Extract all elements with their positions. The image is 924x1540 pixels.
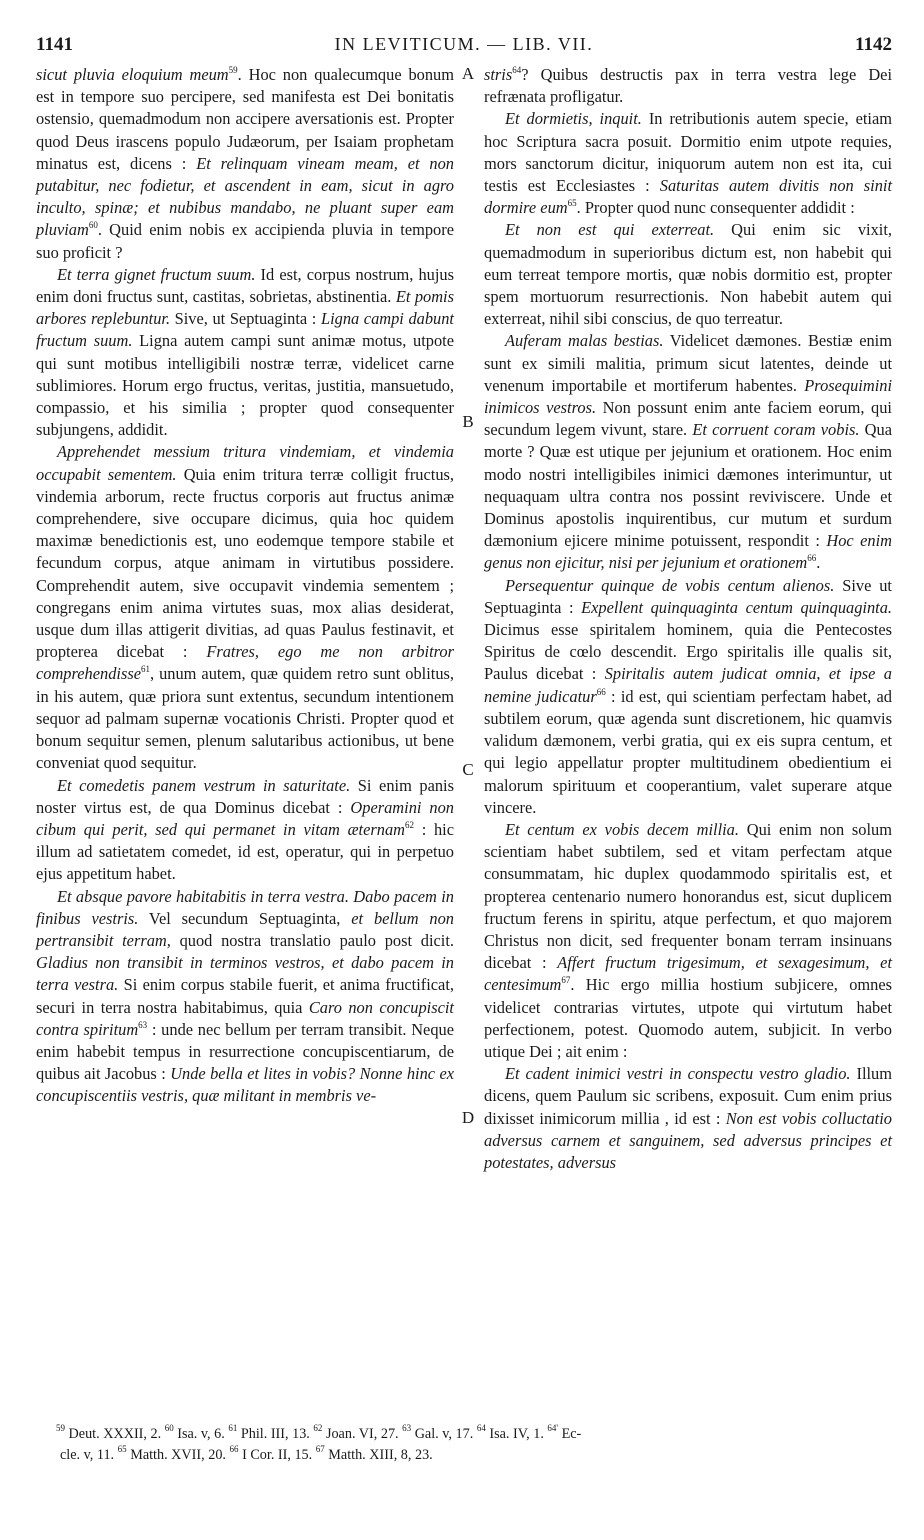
footnote-reference: Phil. III, 13. — [237, 1426, 314, 1442]
body-text: Quia enim tritura terræ colligit fructus, vindemia arborum, recte fructus corporis aut fructus animæ comprehendere, sive occupare dicimus, quia hoc quidem maximæ benedictionis est, uno eodemque tempore stabile et fecundum corpus, atque animam in virtutibus possidere. Comprehendit autem, sive occupavit vindemia sementem ; congregans enim anima virtutes suas, mox alias desiderat, usque dum illas attigerit divitias, ad quas Paulus festinavit, et propterea dicebat : — [36, 464, 454, 662]
footnote-ref: 65 — [567, 198, 577, 209]
body-text: Id est, corpus nostrum, hujus enim doni fructus sunt, castitas, sobrietas, abstinentia. — [36, 264, 454, 307]
body-text: . Propter quod nunc consequenter addidit : — [576, 198, 855, 218]
left-column — [36, 64, 454, 1108]
margin-marker-a: A — [461, 64, 475, 83]
footnote-reference: Joan. VI, 27. — [322, 1426, 403, 1442]
italic-text: Unde bella et lites in vobis? Nonne hinc ex concupiscentiis vestris, quæ militant in membris ve- — [36, 1064, 454, 1106]
paragraph — [484, 575, 892, 819]
paragraph — [484, 1063, 892, 1174]
paragraph — [36, 264, 454, 442]
italic-text: stris — [484, 65, 513, 84]
italic-text: Hoc enim genus non ejicitur, nisi per jejunium et orationem — [484, 531, 892, 573]
footnote-line-1 — [56, 1424, 896, 1445]
body-text: , unum autem, quæ quidem retro sunt oblitus, in his autem, quæ priora sunt extentus, secundum intentionem sequor ad palmam supernæ vocationis Christi. Propter quod et bonum sequitur semen, plenum salutaribus actionibus, ut bene conveniat quod sequitur. — [36, 664, 454, 773]
italic-text: Auferam malas bestias. — [505, 331, 664, 351]
body-text: Videlicet dæmones. Bestiæ enim sunt ex simili malitia, primum sicut latentes, deinde ut venenum importabile et mortiferum habentes. — [484, 331, 892, 395]
italic-text: Operamini non cibum qui perit, sed qui permanet in vitam æternam — [36, 797, 454, 839]
body-text: Si enim panis noster virtus est, de qua Dominus dicebat : — [36, 775, 454, 817]
body-text: . — [816, 553, 821, 573]
footnote-ref: 67 — [561, 975, 571, 986]
paragraph — [36, 441, 454, 774]
footnote-reference: I Cor. II, 15. — [238, 1447, 316, 1463]
paragraph — [36, 775, 454, 886]
page-header — [36, 34, 892, 64]
footnote-number: 62 — [313, 1423, 323, 1433]
italic-text: Et absque pavore habitabitis in terra vestra. Dabo pacem in finibus vestris. — [36, 886, 454, 928]
footnote-reference: Ec- — [558, 1426, 582, 1442]
footnote-ref: 63 — [138, 1019, 148, 1030]
body-text: Qui enim non solum scientiam habet subtilem, sed et vitam perfectam atque consummatam, hic duplex quodammodo spiritalis est, et propterea centenario numero honorandus est, sicut duplicem fructum ferens in spiritu, atque perfectum, et quo majorem Christus non dicit, sed frequenter bonam terram insinuans dicebat : — [484, 819, 892, 973]
footnote-number: 63 — [402, 1423, 412, 1433]
body-text: . Hic ergo millia hostium subjicere, omnes videlicet contrarias virtutes, utpote qui virtutum habet perfectionem, potest. Quomodo autem, subjicit. In verbo utique Dei ; ait enim : — [484, 975, 892, 1061]
body-text: : id est, qui scientiam perfectam habet, ad subtilem eorum, quæ agenda sunt discretionem, hic quamvis validum dæmonem, verbi gratia, qui ex eis supra centum, et qui legio appellatur propter multitudinem obedientium ei malorum spirituum et cooperantium, valet superare atque vincere. — [484, 686, 892, 817]
margin-marker-c: C — [462, 760, 474, 779]
body-text: quod nostra translatio paulo post dicit. — [170, 930, 454, 950]
body-text: Vel secundum Septuaginta, — [138, 908, 352, 928]
footnote-reference: cle. v, 11. — [60, 1447, 118, 1463]
footnote-ref: 60 — [88, 220, 98, 231]
italic-text: sicut pluvia eloquium meum — [36, 65, 229, 84]
body-text: Si enim corpus stabile fuerit, et anima fructificat, securi in terra nostra habitabimus, quia — [36, 975, 454, 1017]
body-text: Qui enim sic vixit, quemadmodum in superioribus dictum est, non habebit qui eum terreat tempore mortis, quæ nobis dormitio est, propter spem mortuorum resurrectionis. Non habebit autem qui exterreat, nihil sibi conscius, de quo terreatur. — [484, 220, 893, 329]
footnote-number: 59 — [56, 1423, 65, 1433]
footnote-reference: Gal. v, 17. — [411, 1426, 477, 1442]
page-number-left: 1141 — [36, 34, 73, 55]
body-text: Sive, ut Septuaginta : — [170, 309, 321, 329]
footnote-number: 65 — [117, 1444, 127, 1454]
italic-text: Et dormietis, inquit. — [505, 109, 642, 129]
body-text: Ligna autem campi sunt animæ motus, utpote qui sunt motibus intelligibili nostræ terræ, videlicet carne sublimiores. Horum ergo fructus, veritas, justitia, mansuetudo, compassio, et his similia ; propter quod consequenter subjungens, addidit. — [36, 331, 454, 440]
italic-text: Gladius non transibit in terminos vestros, et dabo pacem in terra vestra. — [36, 953, 454, 995]
footnote-ref: 64 — [512, 65, 522, 75]
paragraph — [484, 330, 892, 574]
italic-text: Prosequimini inimicos vestros. — [484, 375, 892, 418]
italic-text: Apprehendet messium tritura vindemiam, et vindemia occupabit sementem. — [36, 442, 454, 484]
footnote-reference: Isa. IV, 1. — [485, 1426, 548, 1442]
italic-text: Spiritalis autem judicat omnia, et ipse a nemine judicatur — [484, 664, 893, 706]
italic-text: Et cadent inimici vestri in conspectu vestro gladio. — [505, 1064, 851, 1084]
footnote-ref: 62 — [404, 819, 414, 830]
paragraph — [484, 219, 892, 330]
paragraph — [36, 886, 454, 1108]
footnote-number: 60 — [164, 1423, 174, 1433]
italic-text: Et terra gignet fructum suum. — [57, 264, 256, 284]
footnote-reference: Deut. XXXII, 2. — [65, 1426, 165, 1442]
margin-marker-b: B — [462, 412, 474, 431]
italic-text: Et pomis arbores replebuntur. — [36, 287, 454, 329]
italic-text: Et relinquam vineam meam, et non putabitur, nec fodietur, et ascendent in eam, sicut in agro inculto, spinæ; et nubibus mandabo, ne pluant super eam pluviam — [36, 153, 455, 240]
italic-text: Et non est qui exterreat. — [505, 220, 715, 240]
italic-text: Et corruent coram vobis. — [692, 420, 860, 440]
italic-text: Caro non concupiscit contra spiritum — [36, 997, 454, 1039]
body-text: . Hoc non qualecumque bonum est in tempore suo percipere, sed manifesta est Dei bonitatis ostensio, quemadmodum non accipere aversationis est. Propter quod Deus irascens populo Judæorum, per Isaiam prophetam minatus est, dicens : — [36, 65, 454, 173]
italic-text: Et centum ex vobis decem millia. — [505, 819, 739, 839]
footnote-number: 64' — [547, 1423, 559, 1433]
italic-text: Saturitas autem divitis non sinit dormire eum — [484, 176, 892, 218]
italic-text: Non est vobis colluctatio adversus carnem et sanguinem, sed adversus principes et potestates, adversus — [484, 1108, 892, 1172]
page-number-right: 1142 — [855, 34, 892, 55]
body-text: : unde nec bellum per terram transibit. Neque enim habebit tempus in resurrectione concupiscentiarum, de quibus ait Jacobus : — [36, 1019, 454, 1084]
body-text: Non possunt enim ante faciem eorum, qui secundum legem vivunt, stare. — [484, 398, 892, 440]
italic-text: et bellum non pertransibit terram, — [36, 908, 454, 950]
running-title: IN LEVITICUM. — LIB. VII. — [334, 34, 594, 54]
footnote-ref: 66 — [596, 686, 606, 697]
italic-text: Et comedetis panem vestrum in saturitate. — [57, 775, 351, 795]
footnote-reference: Matth. XVII, 20. — [126, 1447, 230, 1463]
italic-text: Ligna campi dabunt fructum suum. — [36, 309, 454, 351]
footnote-ref: 59 — [228, 65, 238, 75]
footnote-number: 66 — [229, 1444, 239, 1454]
body-text: Qua morte ? Quæ est utique per jejunium et orationem. Hoc enim modo nostri intelligibiles inimici dæmones interimuntur, ut nequaquam ultra contra nos possint reviviscere. Unde et Dominus apostolis inquirentibus, cur mutum et surdum dæmonium ejicere minime potuissent, respondit : — [484, 420, 892, 551]
italic-text: Fratres, ego me non arbitror comprehendisse — [36, 642, 454, 684]
footnote-reference: Matth. XIII, 8, 23. — [324, 1447, 433, 1463]
body-text: ? Quibus destructis pax in terra vestra lege Dei refrænata profligatur. — [484, 65, 892, 107]
paragraph — [484, 819, 892, 1063]
body-text: In retributionis autem specie, etiam hoc Scriptura sacra posuit. Dormitio enim utpote requies, mors sanctorum dicitur, iniquorum autem non est ita, cui testis est Ecclesiastes : — [484, 109, 892, 196]
italic-text: Expellent quinquaginta centum quinquaginta. — [581, 597, 893, 617]
body-text: Sive ut Septuaginta : — [484, 575, 892, 617]
footnotes — [56, 1424, 896, 1466]
footnote-ref: 66 — [807, 553, 817, 564]
italic-text: Persequentur quinque de vobis centum alienos. — [505, 575, 835, 595]
footnote-ref: 61 — [141, 664, 150, 675]
paragraph — [484, 64, 892, 108]
body-text: Illum dicens, quem Paulum sic scribens, exposuit. Cum enim prius dixisset inimicorum millia , id est : — [484, 1064, 893, 1128]
footnote-reference: Isa. v, 6. — [173, 1426, 229, 1442]
body-text: : hic illum ad satietatem comedet, id est, operatur, qui in perpetuo ejus appetitum habet. — [36, 819, 454, 884]
footnote-number: 67 — [315, 1444, 325, 1454]
body-text: Dicimus esse spiritalem hominem, quia die Pentecostes Spiritus de cœlo descendit. Ergo spiritalis ille qualis sit, Paulus dicebat : — [484, 620, 892, 684]
right-column — [484, 64, 892, 1174]
footnote-number: 61 — [228, 1423, 238, 1433]
italic-text: Affert fructum trigesimum, et sexagesimum, et centesimum — [484, 953, 892, 995]
footnote-number: 64 — [476, 1423, 486, 1433]
body-text: . Quid enim nobis ex accipienda pluvia in tempore suo proficit ? — [36, 220, 454, 262]
margin-marker-d: D — [461, 1108, 475, 1127]
footnote-line-2 — [56, 1445, 896, 1466]
paragraph — [36, 64, 454, 264]
paragraph — [484, 108, 892, 219]
